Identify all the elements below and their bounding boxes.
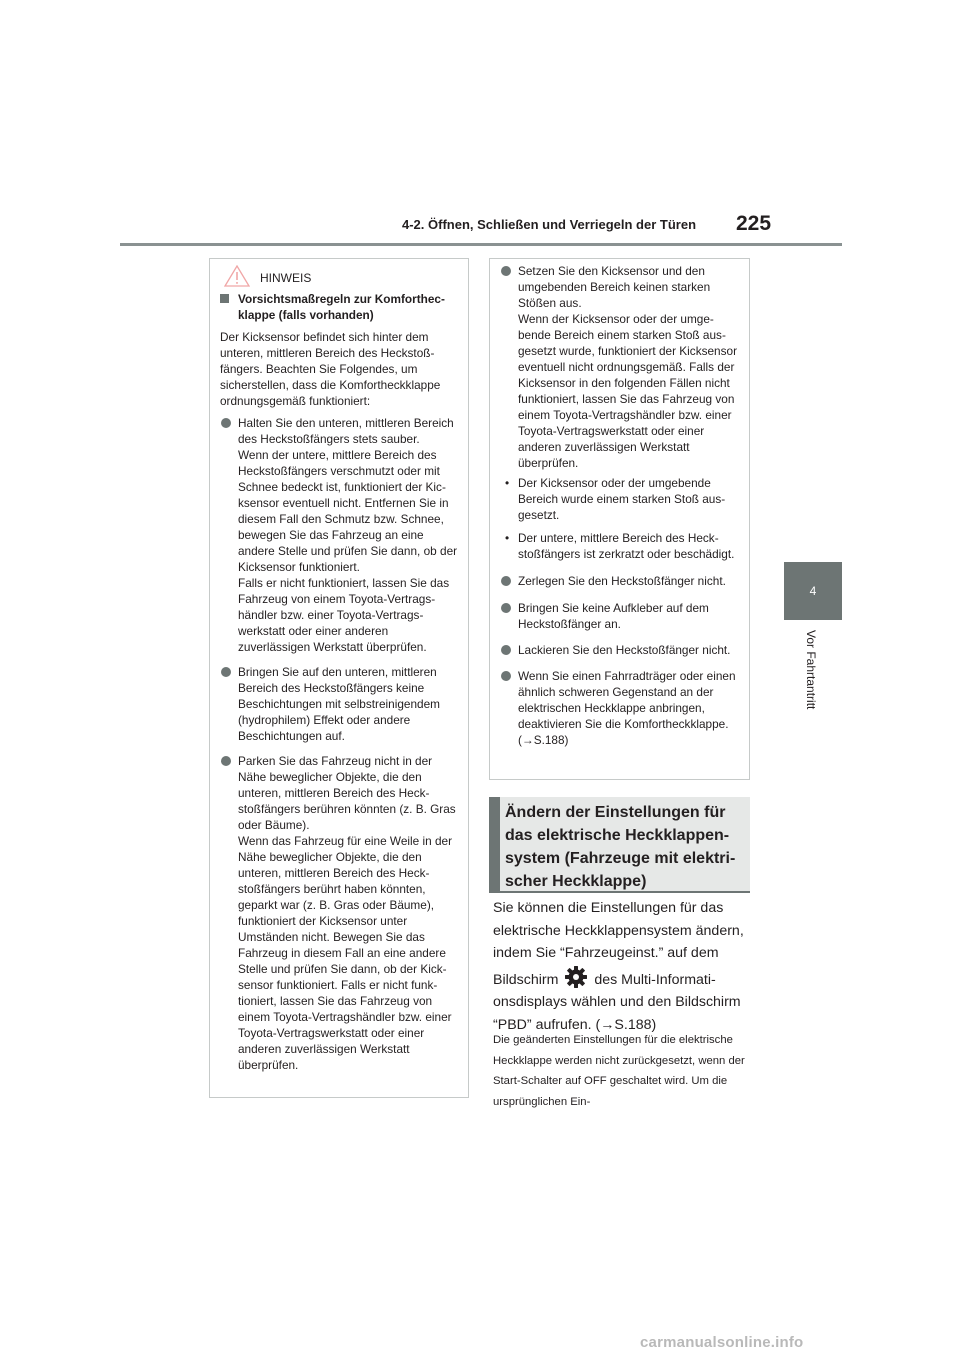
section-note: Die geänderten Einstellungen für die elektrische Heckklappe werden nicht zurückgesetzt, wenn der Start-Schalter auf OFF geschaltet wird. Um die ursprünglichen Ein- [493, 1034, 745, 1108]
circle-bullet-icon [221, 418, 231, 428]
warning-label: HINWEIS [260, 271, 312, 285]
warning-header [210, 265, 468, 291]
sub-list-item-text: Der untere, mittlere Bereich des Heckstoßfängers ist zerkratzt oder beschädigt. [518, 531, 735, 561]
list-item-text: Zerlegen Sie den Heckstoßfänger nicht. [518, 574, 726, 588]
chapter-label: Vor Fahrtantritt [804, 630, 818, 710]
list-item [500, 642, 739, 658]
square-bullet-icon [220, 294, 229, 303]
warning-box [209, 258, 469, 1098]
warning-intro: Der Kicksensor befindet sich hinter dem unteren, mittleren Bereich des Heckstoßfängers. Beachten Sie Folgendes, um sicherstellen, dass die Komfortheckklappe ordnungsgemäß funktioniert: [220, 330, 441, 408]
section-heading-bar [489, 797, 500, 891]
chapter-tab[interactable]: 4 [784, 562, 842, 620]
sub-bullet-marker: • [505, 531, 510, 545]
warning-heading-text: Vorsichtsmaßregeln zur Komforthecklappe (falls vorhanden) [238, 292, 445, 322]
list-item-text: Setzen Sie den Kicksensor und den umgebenden Bereich keinen starken Stößen aus. Wenn der Kicksensor oder der umgebende Bereich einem starken Stoß ausgesetzt wurde, funktioniert der Kicksensor eventuell nicht ordnungsgemäß. Falls der Kicksensor in den folgenden Fällen nicht funktioniert, lassen Sie das Fahrzeug von einem Toyota-Vertragshändler bzw. einer Toyota-Vertragswerkstatt oder einer anderen zuverlässigen Werkstatt überprüfen. [518, 264, 738, 470]
section-heading-text: Ändern der Einstellungen für das elektrische Heckklappensystem (Fahrzeuge mit elektrischer Heckklappe) [505, 804, 736, 890]
list-item-text: Halten Sie den unteren, mittleren Bereich des Heckstoßfängers stets sauber. Wenn der untere, mittlere Bereich des Heckstoßfängers verschmutzt oder mit Schnee bedeckt ist, funktioniert der Kicksensor eventuell nicht. Entfernen Sie in diesem Fall den Schmutz bzw. Schnee, bewegen Sie das Fahrzeug an eine andere Stelle und prüfen Sie dann, ob der Kicksensor funktioniert. Falls er nicht funktioniert, lassen Sie das Fahrzeug von einem Toyota-Vertragshändler bzw. einer Toyota-Vertragswerkstatt oder einer anderen zuverlässigen Werkstatt überprüfen. [238, 416, 458, 654]
header-rule [120, 243, 842, 246]
sub-bullet-marker: • [505, 476, 510, 490]
list-item-text: Wenn Sie einen Fahrradträger oder einen ähnlich schweren Gegenstand an der elektrischen Heckklappe anbringen, deaktivieren Sie die Komfortheckklappe. (→S.188) [518, 669, 736, 747]
list-item [500, 600, 739, 632]
section-body-part2: des Multi-Informationsdisplays wählen und den Bildschirm “PBD” aufrufen. (→S.188) [493, 971, 741, 1033]
circle-bullet-icon [221, 756, 231, 766]
warning-triangle-icon [224, 265, 250, 287]
list-item-text: Bringen Sie auf den unteren, mittleren Bereich des Heckstoßfängers keine Beschichtungen mit selbstreinigendem (hydrophilem) Effekt oder andere Beschichtungen auf. [238, 665, 440, 743]
circle-bullet-icon [501, 671, 511, 681]
circle-bullet-icon [501, 603, 511, 613]
list-item [220, 753, 458, 1073]
circle-bullet-icon [501, 645, 511, 655]
sub-list-item [500, 530, 739, 562]
list-item-text: Lackieren Sie den Heckstoßfänger nicht. [518, 643, 731, 657]
list-item [500, 573, 739, 589]
list-item [500, 668, 739, 748]
list-item [500, 263, 739, 471]
section-body-part1: Sie können die Einstellungen für das elektrische Heckklappensystem ändern, indem Sie “Fahrzeugeinst.” auf dem Bildschirm [493, 900, 744, 988]
list-item-text: Parken Sie das Fahrzeug nicht in der Nähe beweglicher Objekte, die den unteren, mittleren Bereich des Heckstoßfängers berühren könnten (z. B. Gras oder Bäume). Wenn das Fahrzeug für eine Weile in der Nähe beweglicher Objekte, die den unteren, mittleren Bereich des Heckstoßfängers berührt haben könnten, geparkt war (z. B. Gras oder Bäume), funktioniert der Kicksensor unter Umständen nicht. Bewegen Sie das Fahrzeug in diesem Fall an eine andere Stelle und prüfen Sie dann, ob der Kicksensor funktioniert. Falls er nicht funktioniert, lassen Sie das Fahrzeug von einem Toyota-Vertragshändler bzw. einer Toyota-Vertragswerkstatt oder einer anderen zuverlässigen Werkstatt überprüfen. [238, 754, 456, 1072]
circle-bullet-icon [221, 667, 231, 677]
circle-bullet-icon [501, 266, 511, 276]
header-title: 4-2. Öffnen, Schließen und Verriegeln der Türen [402, 217, 697, 232]
section-heading [489, 797, 750, 893]
warning-heading [220, 291, 458, 323]
gear-settings-icon[interactable] [564, 965, 588, 989]
circle-bullet-icon [501, 576, 511, 586]
page-number: 225 [736, 212, 772, 235]
list-item [220, 664, 458, 744]
watermark: carmanualsonline.info [640, 1334, 804, 1351]
list-item-text: Bringen Sie keine Aufkleber auf dem Heckstoßfänger an. [518, 601, 709, 631]
section-body [493, 897, 751, 1036]
list-item [220, 415, 458, 655]
warning-box-continued [489, 258, 750, 780]
sub-list-item-text: Der Kicksensor oder der umgebende Bereich wurde einem starken Stoß ausgesetzt. [518, 476, 726, 522]
sub-list-item [500, 475, 739, 523]
